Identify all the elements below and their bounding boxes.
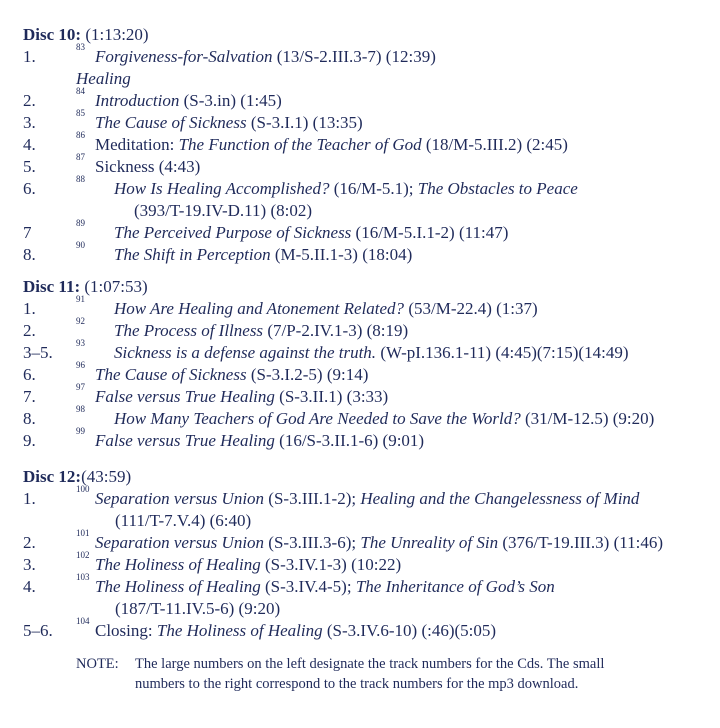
disc-duration: (1:13:20) — [81, 25, 149, 44]
mp3-track-number: 91 — [76, 294, 85, 304]
mp3-track-number: 96 — [76, 360, 85, 370]
mp3-track-number: 85 — [76, 108, 85, 118]
note-line-2: numbers to the right correspond to the track numbers for the mp3 download. — [135, 676, 579, 692]
track-title — [95, 90, 282, 112]
cd-track-number: 6. — [23, 179, 36, 198]
track-title — [95, 488, 639, 510]
track-title — [95, 620, 496, 642]
title-text-part: (S-3.IV.4-5); — [260, 577, 356, 596]
track-title — [95, 532, 663, 554]
cd-track-number: 2. — [23, 321, 36, 340]
track-title — [95, 430, 424, 452]
mp3-track-number: 86 — [76, 130, 85, 140]
track-row — [0, 616, 720, 642]
mp3-track-number: 100 — [76, 484, 90, 494]
track-row — [0, 42, 720, 68]
title-italic-part: How Is Healing Accomplished? — [114, 179, 330, 198]
title-text-part: (W-pI.136.1-11) (4:45)(7:15)(14:49) — [376, 343, 629, 362]
title-italic-part: The Process of Illness — [114, 321, 264, 340]
title-italic-part: The Holiness of Healing — [95, 577, 261, 596]
track-row — [0, 382, 720, 408]
mp3-track-number: 102 — [76, 550, 90, 560]
cd-track-number: 4. — [23, 135, 36, 154]
title-italic-part: The Inheritance of God’s Son — [355, 577, 555, 596]
title-text-part: (16/M-5.I.1-2) (11:47) — [351, 223, 509, 242]
track-title — [114, 244, 412, 266]
track-row — [0, 240, 720, 266]
title-italic-part: Separation versus Union — [95, 489, 265, 508]
disc-label: Disc 11: — [23, 277, 81, 296]
cd-track-number: 3. — [23, 113, 36, 132]
disc-duration: (1:07:53) — [80, 277, 148, 296]
cd-track-number: 7. — [23, 387, 36, 406]
track-continuation: (187/T-11.IV.5-6) (9:20) — [115, 599, 281, 618]
title-italic-part: The Obstacles to Peace — [417, 179, 578, 198]
disc-duration: (43:59) — [81, 467, 132, 486]
mp3-track-number: 87 — [76, 152, 85, 162]
title-italic-part: Sickness is a defense against the truth. — [114, 343, 377, 362]
track-row — [0, 572, 720, 618]
title-italic-part: The Function of the Teacher of God — [178, 135, 422, 154]
track-title — [95, 112, 363, 134]
title-text-part: (S-3.in) (1:45) — [179, 91, 282, 110]
title-text-part: Sickness (4:43) — [95, 157, 201, 176]
cd-track-number: 2. — [23, 533, 36, 552]
title-text-part: (18/M-5.III.2) (2:45) — [421, 135, 568, 154]
title-italic-part: False versus True Healing — [95, 387, 275, 406]
cd-track-number: 3. — [23, 555, 36, 574]
title-text-part: (7/P-2.IV.1-3) (8:19) — [263, 321, 409, 340]
title-text-part: (S-3.II.1) (3:33) — [274, 387, 389, 406]
track-row — [0, 294, 720, 320]
cd-track-number: 2. — [23, 91, 36, 110]
title-text-part: (S-3.III.1-2); — [264, 489, 361, 508]
title-italic-part: How Are Healing and Atonement Related? — [114, 299, 405, 318]
title-text-part: (S-3.IV.1-3) (10:22) — [260, 555, 402, 574]
cd-track-number: 7 — [23, 223, 32, 242]
track-title — [95, 134, 568, 156]
track-row — [0, 108, 720, 134]
title-italic-part: Introduction — [95, 91, 180, 110]
track-continuation: (393/T-19.IV-D.11) (8:02) — [134, 201, 313, 220]
track-row — [0, 360, 720, 386]
track-title — [114, 408, 654, 430]
cd-track-number: 4. — [23, 577, 36, 596]
mp3-track-number: 84 — [76, 86, 85, 96]
track-title — [95, 46, 436, 68]
track-title — [114, 320, 408, 342]
title-text-part: (S-3.IV.6-10) (:46)(5:05) — [322, 621, 497, 640]
title-text-part: (31/M-12.5) (9:20) — [520, 409, 655, 428]
disc-heading — [23, 276, 148, 298]
title-text-part: (16/S-3.II.1-6) (9:01) — [274, 431, 425, 450]
track-row — [0, 550, 720, 576]
mp3-track-number: 103 — [76, 572, 90, 582]
track-row — [0, 152, 720, 178]
title-italic-part: Healing and the Changelessness of Mind — [360, 489, 640, 508]
track-title — [114, 222, 508, 244]
cd-track-number: 8. — [23, 245, 36, 264]
track-row — [0, 426, 720, 452]
section-subheading: Healing — [76, 69, 131, 88]
mp3-track-number: 104 — [76, 616, 90, 626]
disc-heading — [23, 24, 149, 46]
title-italic-part: How Many Teachers of God Are Needed to Save the World? — [114, 409, 521, 428]
mp3-track-number: 89 — [76, 218, 85, 228]
title-text-part: (S-3.III.3-6); — [264, 533, 361, 552]
title-text-part: (S-3.I.1) (13:35) — [246, 113, 363, 132]
title-italic-part: Separation versus Union — [95, 533, 265, 552]
disc-label: Disc 10: — [23, 25, 82, 44]
track-title — [95, 554, 401, 576]
disc-label: Disc 12: — [23, 467, 82, 486]
title-text-part: (376/T-19.III.3) (11:46) — [498, 533, 664, 552]
title-italic-part: The Holiness of Healing — [156, 621, 323, 640]
title-italic-part: The Perceived Purpose of Sickness — [114, 223, 352, 242]
mp3-track-number: 93 — [76, 338, 85, 348]
track-row — [0, 316, 720, 342]
mp3-track-number: 88 — [76, 174, 85, 184]
track-row — [0, 484, 720, 530]
title-italic-part: The Cause of Sickness — [95, 365, 247, 384]
title-italic-part: The Shift in Perception — [114, 245, 271, 264]
title-italic-part: False versus True Healing — [95, 431, 275, 450]
track-continuation: (111/T-7.V.4) (6:40) — [115, 511, 252, 530]
mp3-track-number: 99 — [76, 426, 85, 436]
mp3-track-number: 101 — [76, 528, 90, 538]
track-title — [114, 342, 628, 364]
mp3-track-number: 97 — [76, 382, 85, 392]
track-title — [95, 576, 555, 598]
track-title — [95, 364, 368, 386]
note-line-1: The large numbers on the left designate the track numbers for the Cds. The small — [135, 656, 605, 672]
mp3-track-number: 90 — [76, 240, 85, 250]
title-italic-part: The Cause of Sickness — [95, 113, 247, 132]
note-label: NOTE: — [76, 656, 119, 672]
mp3-track-number: 98 — [76, 404, 85, 414]
track-row — [0, 338, 720, 364]
track-row — [0, 404, 720, 430]
cd-track-number: 9. — [23, 431, 36, 450]
track-title — [114, 298, 538, 320]
title-text-part: (13/S-2.III.3-7) (12:39) — [272, 47, 436, 66]
cd-track-number: 5–6. — [23, 621, 53, 640]
title-italic-part: Forgiveness-for-Salvation — [95, 47, 273, 66]
title-italic-part: The Unreality of Sin — [360, 533, 499, 552]
track-row — [0, 528, 720, 554]
track-row — [0, 174, 720, 220]
track-title — [95, 386, 388, 408]
cd-track-number: 1. — [23, 489, 36, 508]
mp3-track-number: 92 — [76, 316, 85, 326]
cd-track-number: 8. — [23, 409, 36, 428]
title-text-part: (53/M-22.4) (1:37) — [404, 299, 538, 318]
cd-track-number: 1. — [23, 47, 36, 66]
title-text-part: (S-3.I.2-5) (9:14) — [246, 365, 369, 384]
cd-track-number: 6. — [23, 365, 36, 384]
track-title — [114, 178, 578, 200]
track-row — [0, 86, 720, 112]
title-italic-part: The Holiness of Healing — [95, 555, 261, 574]
cd-track-number: 3–5. — [23, 343, 53, 362]
title-text-part: (16/M-5.1); — [329, 179, 418, 198]
title-text-part: Closing: — [95, 621, 157, 640]
title-text-part: Meditation: — [95, 135, 179, 154]
title-text-part: (M-5.II.1-3) (18:04) — [270, 245, 413, 264]
track-row — [0, 218, 720, 244]
mp3-track-number: 83 — [76, 42, 85, 52]
cd-track-number: 5. — [23, 157, 36, 176]
track-row — [0, 130, 720, 156]
track-title — [95, 156, 200, 178]
cd-track-number: 1. — [23, 299, 36, 318]
